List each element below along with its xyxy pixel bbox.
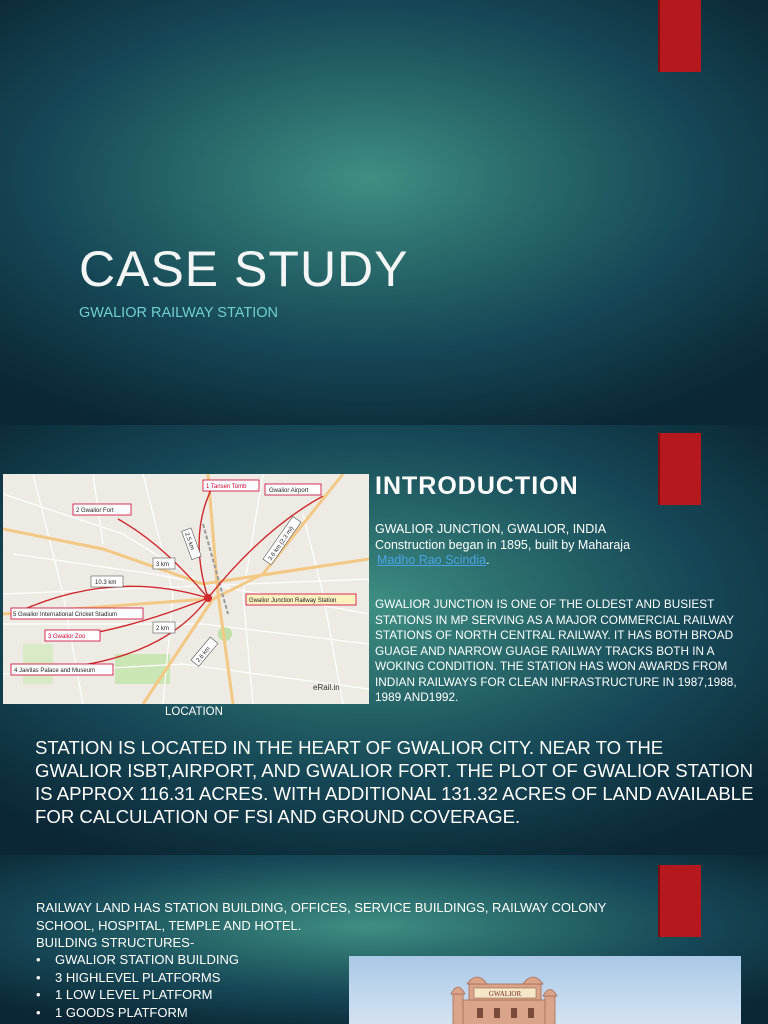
station-photo	[349, 956, 741, 1024]
intro-paragraph: GWALIOR JUNCTION IS ONE OF THE OLDEST AND BUSIEST STATIONS IN MP SERVING AS A MAJOR COMMERCIAL RAILWAY STATIONS OF NORTH CENTRAL RAILWAY. IT HAS BOTH BROAD GUAGE AND NARROW GUAGE RAILWAY TRACKS BOTH IN A WOKING CONDITION. THE STATION HAS WON AWARDS FROM INDIAN RAILWAYS FOR CLEAN INFRASTRUCTURE IN 1987,1988, 1989 AND1992.	[375, 597, 737, 704]
map-label-zoo: 3 Gwalior Zoo	[48, 634, 86, 640]
location-map	[3, 474, 369, 704]
map-label-tansen: 1 Tansen Tomb	[206, 484, 247, 490]
map-distance-label: 2.5 km	[183, 532, 195, 551]
map-distance-label: 3.6 km (2.3 mi)	[267, 525, 296, 562]
list-item: • 3 HIGHLEVEL PLATFORMS	[36, 969, 221, 985]
intro-line: Construction began in 1895, built by Maharaja	[375, 537, 631, 552]
structures-list	[36, 951, 239, 1021]
intro-details	[375, 522, 630, 569]
maharaja-link[interactable]: Madho Rao Scindia	[377, 553, 487, 567]
slide-subtitle: GWALIOR RAILWAY STATION	[79, 305, 278, 321]
park-area	[115, 654, 170, 684]
intro-line: GWALIOR JUNCTION, GWALIOR, INDIA	[375, 522, 607, 536]
map-distance-label: 3 km	[156, 562, 170, 568]
intro-line	[375, 553, 630, 569]
map-distance-label: 2 km	[156, 626, 170, 632]
map-caption: LOCATION	[165, 706, 223, 718]
list-item: • GWALIOR STATION BUILDING	[36, 952, 239, 967]
structures-slide	[0, 855, 768, 1024]
list-item: • 1 LOW LEVEL PLATFORM	[36, 987, 213, 1002]
map-label-fort: 2 Gwalior Fort	[76, 508, 114, 514]
link-suffix: .	[486, 553, 490, 567]
map-distance-label: 2.6 km	[195, 646, 212, 664]
location-paragraph: STATION IS LOCATED IN THE HEART OF GWALIOR CITY. NEAR TO THE GWALIOR ISBT,AIRPORT, AND GWALIOR FORT. THE PLOT OF GWALIOR STATION IS APPROX 116.31 ACRES. WITH ADDITIONAL 131.32 ACRES OF LAND AVAILABLE FOR CALCULATION OF FSI AND GROUND COVERAGE.	[35, 737, 754, 827]
section-heading: INTRODUCTION	[375, 472, 579, 500]
land-paragraph: RAILWAY LAND HAS STATION BUILDING, OFFICES, SERVICE BUILDINGS, RAILWAY COLONY SCHOOL, HOSPITAL, TEMPLE AND HOTEL.	[36, 900, 607, 933]
map-label-junction: Gwalior Junction Railway Station	[249, 598, 337, 604]
accent-bar	[658, 433, 701, 505]
title-slide	[0, 0, 768, 425]
list-item: • 1 GOODS PLATFORM	[36, 1004, 188, 1020]
map-watermark: eRail.in	[313, 683, 340, 692]
structures-heading: BUILDING STRUCTURES-	[36, 935, 195, 950]
station-marker	[204, 594, 212, 602]
accent-bar	[658, 865, 701, 937]
introduction-slide	[0, 425, 768, 855]
accent-bar	[658, 0, 701, 72]
station-sign: GWALIOR	[488, 990, 522, 998]
map-label-airport: Gwalior Airport	[269, 488, 309, 494]
map-distance-label: 10.3 km	[95, 580, 117, 586]
slide-title: CASE STUDY	[79, 241, 409, 297]
map-label-palace: 4 Jaivilas Palace and Museum	[14, 668, 96, 674]
map-label-stadium: 5 Gwalior International Cricket Stadium	[13, 612, 118, 618]
